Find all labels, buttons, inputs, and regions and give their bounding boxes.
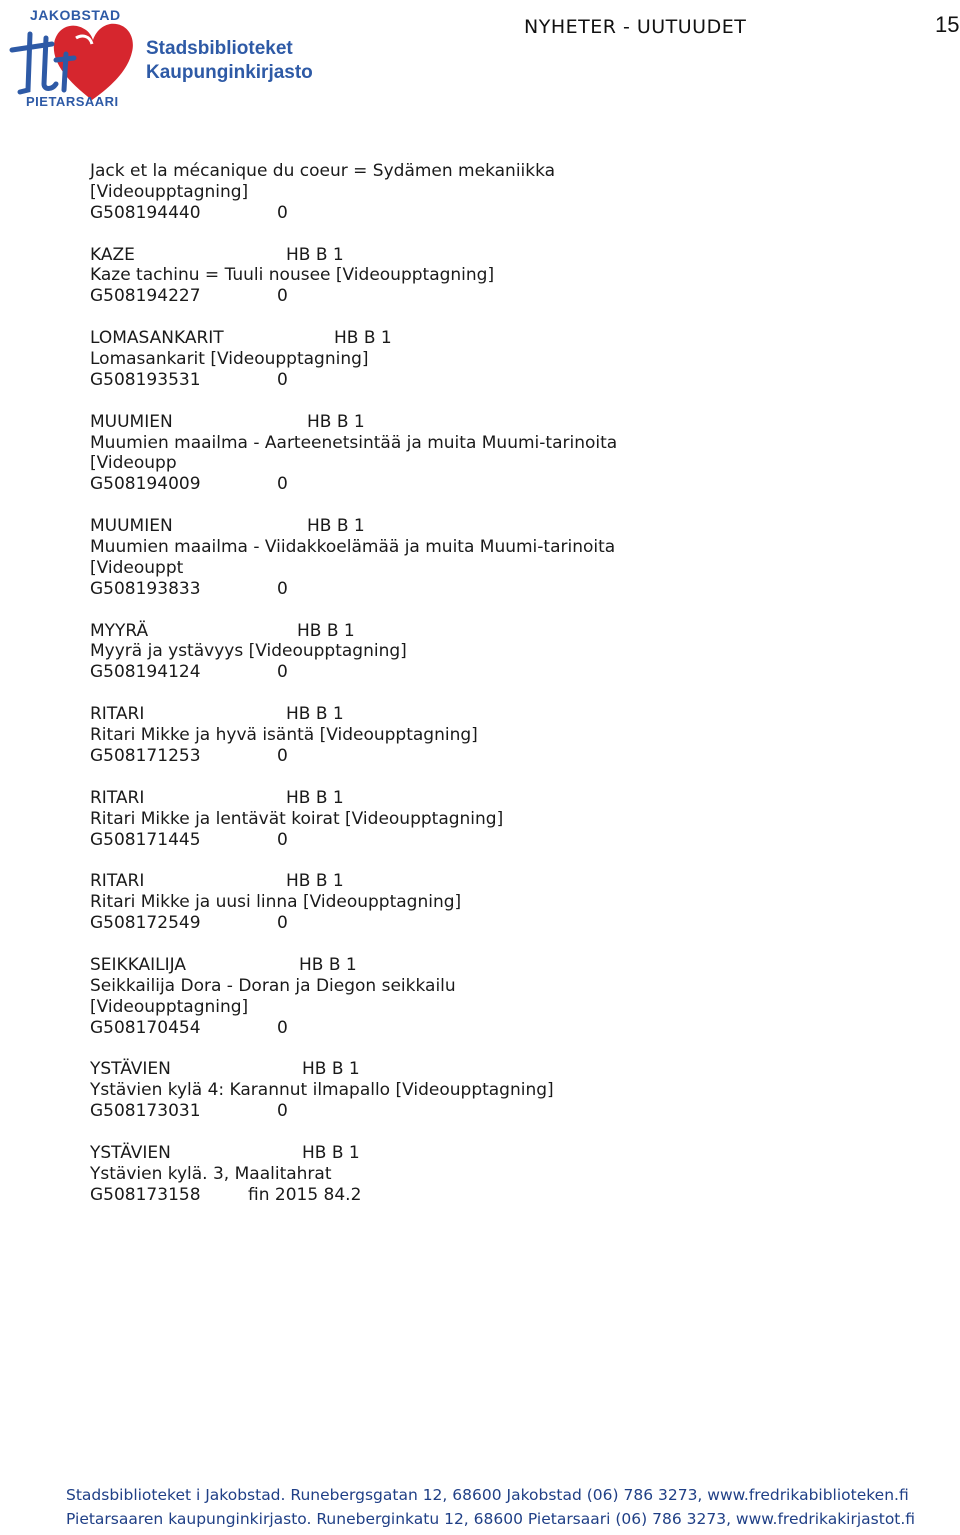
entry-heading: MYYRÄ (90, 620, 149, 641)
library-logo (6, 4, 316, 110)
entry-code-line (90, 203, 930, 224)
catalog-entry (90, 245, 930, 308)
entry-heading: YSTÄVIEN (90, 1142, 171, 1163)
entry-title-line: Kaze tachinu = Tuuli nousee [Videoupptagning] (90, 265, 495, 286)
catalog-entry (90, 788, 930, 851)
entry-status: 0 (277, 1101, 288, 1122)
catalog-entry (90, 955, 930, 1039)
entry-shelf-mark: HB B 1 (299, 954, 357, 975)
entry-code-line (90, 830, 930, 851)
entry-heading-line (90, 412, 930, 433)
catalog-entry (90, 704, 930, 767)
footer-line-swedish: Stadsbiblioteket i Jakobstad. Runebergsgatan 12, 68600 Jakobstad (06) 786 3273, www.fredrikabiblioteken.fi (66, 1486, 909, 1504)
entry-shelf-mark: HB B 1 (286, 704, 344, 725)
entry-heading-line (90, 621, 930, 642)
entry-code-line (90, 662, 930, 683)
entry-heading: RITARI (90, 787, 145, 808)
entry-item-code: G508173158 (90, 1184, 201, 1205)
entry-status: 0 (277, 1017, 288, 1038)
entry-heading: LOMASANKARIT (90, 328, 224, 349)
catalog-entry (90, 1059, 930, 1122)
entry-heading-line (90, 1143, 930, 1164)
logo-line1: Stadsbiblioteket (146, 38, 293, 59)
catalog-entry (90, 161, 930, 224)
entry-shelf-mark: HB B 1 (302, 1059, 360, 1080)
entry-item-code: G508194227 (90, 286, 201, 307)
entry-status: 0 (277, 369, 288, 390)
entry-shelf-mark: HB B 1 (302, 1142, 360, 1163)
entry-heading: YSTÄVIEN (90, 1059, 171, 1080)
entry-shelf-mark: HB B 1 (334, 328, 392, 349)
entry-heading-line (90, 788, 930, 809)
entry-code-line (90, 1185, 930, 1206)
catalog-entry (90, 516, 930, 600)
entry-title-line: Muumien maailma - Viidakkoelämää ja muita Muumi-tarinoita (90, 537, 616, 558)
entry-heading: KAZE (90, 244, 135, 265)
entry-item-code: G508171253 (90, 745, 201, 766)
entry-heading-line (90, 516, 930, 537)
catalog-entry (90, 621, 930, 684)
entry-heading: SEIKKAILIJA (90, 954, 187, 975)
entry-code-line (90, 286, 930, 307)
catalog-entry (90, 412, 930, 496)
catalog-entry (90, 871, 930, 934)
entry-item-code: G508193531 (90, 369, 201, 390)
page-number: 15 (935, 12, 960, 37)
entry-heading: RITARI (90, 871, 145, 892)
entry-code-line (90, 579, 930, 600)
entry-heading: MUUMIEN (90, 516, 173, 537)
entry-heading: MUUMIEN (90, 411, 173, 432)
entry-shelf-mark: HB B 1 (286, 787, 344, 808)
entry-item-code: G508172549 (90, 913, 201, 934)
logo-line2: Kaupunginkirjasto (146, 62, 313, 83)
logo-top-text: JAKOBSTAD (30, 7, 121, 23)
footer-line-finnish: Pietarsaaren kaupunginkirjasto. Runeberginkatu 12, 68600 Pietarsaari (06) 786 3273, www.fredrikakirjastot.fi (66, 1510, 916, 1528)
entry-shelf-mark: HB B 1 (307, 516, 365, 537)
catalog-list (90, 161, 930, 1226)
entry-title-line: [Videoupptagning] (90, 181, 249, 202)
page-footer (66, 1483, 956, 1531)
entry-title-line: Seikkailija Dora - Doran ja Diegon seikkailu (90, 975, 456, 996)
entry-item-code: G508193833 (90, 578, 201, 599)
entry-heading-line (90, 955, 930, 976)
entry-item-code: G508171445 (90, 829, 201, 850)
entry-heading-line (90, 704, 930, 725)
entry-status: 0 (277, 913, 288, 934)
entry-title-line: [Videoupptagning] (90, 996, 249, 1017)
entry-title-line: Myyrä ja ystävyys [Videoupptagning] (90, 641, 407, 662)
logo-bottom-text: PIETARSAARI (26, 94, 119, 109)
entry-title-line: Lomasankarit [Videoupptagning] (90, 349, 369, 370)
entry-title-line: Ritari Mikke ja lentävät koirat [Videoupptagning] (90, 808, 504, 829)
entry-item-code: G508194440 (90, 202, 201, 223)
entry-title-line: Ritari Mikke ja hyvä isäntä [Videoupptagning] (90, 725, 478, 746)
entry-status: fin 2015 84.2 (248, 1184, 362, 1205)
catalog-entry (90, 328, 930, 391)
entry-title-line: Jack et la mécanique du coeur = Sydämen mekaniikka (90, 161, 556, 181)
entry-heading-line (90, 328, 930, 349)
entry-heading-line (90, 1059, 930, 1080)
entry-title-line: Ritari Mikke ja uusi linna [Videoupptagning] (90, 892, 462, 913)
entry-shelf-mark: HB B 1 (286, 871, 344, 892)
entry-title-line: Ystävien kylä. 3, Maalitahrat (90, 1163, 332, 1184)
entry-status: 0 (277, 202, 288, 223)
entry-heading-line (90, 245, 930, 266)
entry-status: 0 (277, 578, 288, 599)
entry-code-line (90, 474, 930, 495)
entry-status: 0 (277, 474, 288, 495)
entry-title-line: [Videoupp (90, 453, 177, 474)
page-header-title: NYHETER - UUTUUDET (524, 16, 747, 38)
entry-shelf-mark: HB B 1 (297, 620, 355, 641)
entry-title-line: [Videouppt (90, 557, 184, 578)
entry-status: 0 (277, 286, 288, 307)
entry-code-line (90, 370, 930, 391)
entry-item-code: G508170454 (90, 1017, 201, 1038)
entry-code-line (90, 746, 930, 767)
entry-heading: RITARI (90, 704, 145, 725)
entry-status: 0 (277, 745, 288, 766)
entry-status: 0 (277, 829, 288, 850)
entry-shelf-mark: HB B 1 (286, 244, 344, 265)
entry-heading-line (90, 871, 930, 892)
entry-code-line (90, 1101, 930, 1122)
entry-code-line (90, 1018, 930, 1039)
entry-title-line: Ystävien kylä 4: Karannut ilmapallo [Videoupptagning] (90, 1080, 554, 1101)
entry-title-line: Muumien maailma - Aarteenetsintää ja muita Muumi-tarinoita (90, 432, 618, 453)
entry-item-code: G508194124 (90, 662, 201, 683)
entry-status: 0 (277, 662, 288, 683)
catalog-entry (90, 1143, 930, 1206)
entry-shelf-mark: HB B 1 (307, 411, 365, 432)
entry-item-code: G508194009 (90, 474, 201, 495)
entry-code-line (90, 913, 930, 934)
entry-item-code: G508173031 (90, 1101, 201, 1122)
